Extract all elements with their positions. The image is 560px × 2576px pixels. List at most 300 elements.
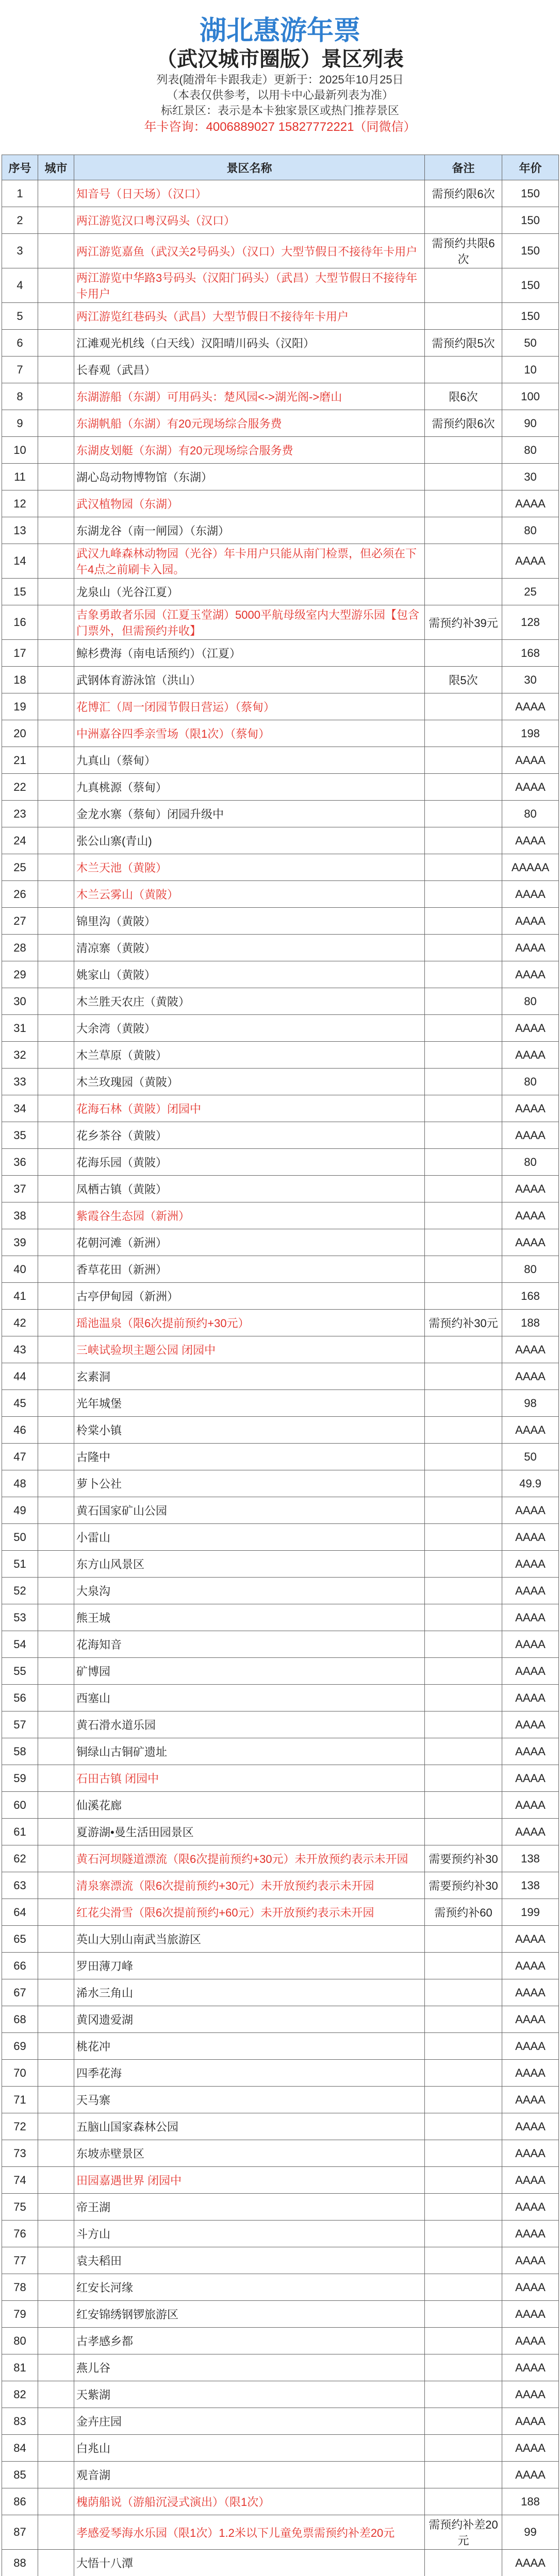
row-price: AAAA bbox=[502, 1685, 559, 1711]
row-name: 两江游览红巷码头（武昌）大型节假日不接待年卡用户 bbox=[74, 303, 425, 330]
row-city bbox=[38, 1953, 74, 1979]
row-name: 古亭伊甸园（新洲） bbox=[74, 1283, 425, 1310]
row-price: 80 bbox=[502, 1149, 559, 1176]
row-note bbox=[425, 988, 502, 1015]
row-price: AAAA bbox=[502, 1604, 559, 1631]
row-note bbox=[425, 2550, 502, 2576]
row-no: 8 bbox=[2, 383, 38, 410]
row-note bbox=[425, 2006, 502, 2033]
row-no: 45 bbox=[2, 1390, 38, 1417]
row-price: 138 bbox=[502, 1845, 559, 1872]
row-note bbox=[425, 1202, 502, 1229]
table-row bbox=[2, 1363, 559, 1390]
row-no: 55 bbox=[2, 1658, 38, 1685]
row-no: 3 bbox=[2, 234, 38, 268]
row-name: 武钢体育游泳馆（洪山） bbox=[74, 667, 425, 693]
row-note bbox=[425, 1979, 502, 2006]
row-price: AAAA bbox=[502, 1417, 559, 1444]
row-price: AAAA bbox=[502, 747, 559, 774]
row-note bbox=[425, 827, 502, 854]
row-note bbox=[425, 1819, 502, 1845]
row-name: 香草花田（新洲） bbox=[74, 1256, 425, 1283]
row-city bbox=[38, 2301, 74, 2328]
row-note bbox=[425, 1283, 502, 1310]
update-note: 列表(随滑年卡跟我走）更新于：2025年10月25日 bbox=[156, 73, 404, 86]
row-note bbox=[425, 908, 502, 935]
row-price: 80 bbox=[502, 517, 559, 544]
table-row bbox=[2, 693, 559, 720]
row-no: 64 bbox=[2, 1899, 38, 1926]
row-name: 玄素洞 bbox=[74, 1363, 425, 1390]
row-note bbox=[425, 1444, 502, 1470]
row-city bbox=[38, 1417, 74, 1444]
row-name: 九真山（蔡甸） bbox=[74, 747, 425, 774]
row-city bbox=[38, 1256, 74, 1283]
row-no: 49 bbox=[2, 1497, 38, 1524]
row-no: 73 bbox=[2, 2140, 38, 2167]
table-row bbox=[2, 1658, 559, 1685]
row-price: AAAA bbox=[502, 2408, 559, 2435]
row-price: 150 bbox=[502, 207, 559, 234]
row-no: 57 bbox=[2, 1711, 38, 1738]
row-name: 江滩观光机线（白天线）汉阳晴川码头（汉阳） bbox=[74, 330, 425, 357]
row-name: 四季花海 bbox=[74, 2060, 425, 2087]
row-note bbox=[425, 2381, 502, 2408]
row-name: 凤栖古镇（黄陂） bbox=[74, 1176, 425, 1202]
row-city bbox=[38, 2087, 74, 2113]
row-note bbox=[425, 1363, 502, 1390]
table-row bbox=[2, 2381, 559, 2408]
row-price: AAAA bbox=[502, 1042, 559, 1069]
table-row bbox=[2, 801, 559, 827]
row-name: 小雷山 bbox=[74, 1524, 425, 1551]
row-name: 湖心岛动物博物馆（东湖） bbox=[74, 464, 425, 490]
row-no: 9 bbox=[2, 410, 38, 437]
row-no: 68 bbox=[2, 2006, 38, 2033]
row-note bbox=[425, 2060, 502, 2087]
row-city bbox=[38, 1819, 74, 1845]
row-city bbox=[38, 1176, 74, 1202]
row-name: 黄石国家矿山公园 bbox=[74, 1497, 425, 1524]
row-note bbox=[425, 1095, 502, 1122]
row-note: 需预约限6次 bbox=[425, 180, 502, 207]
row-no: 67 bbox=[2, 1979, 38, 2006]
row-city bbox=[38, 1042, 74, 1069]
row-price: AAAA bbox=[502, 2113, 559, 2140]
red-note: 标红景区：表示是本卡独家景区或热门推荐景区 bbox=[160, 104, 399, 117]
row-city bbox=[38, 1738, 74, 1765]
row-price: AAAA bbox=[502, 1953, 559, 1979]
row-note bbox=[425, 2354, 502, 2381]
row-price: AAAA bbox=[502, 1926, 559, 1953]
row-city bbox=[38, 268, 74, 303]
table-row bbox=[2, 330, 559, 357]
row-note bbox=[425, 1229, 502, 1256]
row-note bbox=[425, 517, 502, 544]
row-city bbox=[38, 1122, 74, 1149]
table-row bbox=[2, 437, 559, 464]
table-row bbox=[2, 1524, 559, 1551]
row-no: 77 bbox=[2, 2247, 38, 2274]
row-name: 黄冈遗爱湖 bbox=[74, 2006, 425, 2033]
row-note bbox=[425, 801, 502, 827]
row-price: AAAA bbox=[502, 1765, 559, 1792]
row-city bbox=[38, 544, 74, 579]
table-row bbox=[2, 1953, 559, 1979]
row-no: 1 bbox=[2, 180, 38, 207]
row-name: 木兰胜天农庄（黄陂） bbox=[74, 988, 425, 1015]
row-name: 知音号（日天场）（汉口） bbox=[74, 180, 425, 207]
row-name: 夏游湖•曼生活田园景区 bbox=[74, 1819, 425, 1845]
row-no: 51 bbox=[2, 1551, 38, 1578]
row-no: 7 bbox=[2, 357, 38, 383]
row-city bbox=[38, 330, 74, 357]
scenic-table bbox=[2, 155, 559, 2576]
row-note: 需预约补差20元 bbox=[425, 2515, 502, 2550]
row-no: 38 bbox=[2, 1202, 38, 1229]
table-row bbox=[2, 2194, 559, 2221]
row-name: 英山大别山南武当旅游区 bbox=[74, 1926, 425, 1953]
row-note bbox=[425, 774, 502, 801]
row-no: 59 bbox=[2, 1765, 38, 1792]
row-note bbox=[425, 1604, 502, 1631]
row-price: AAAA bbox=[502, 1658, 559, 1685]
table-row bbox=[2, 268, 559, 303]
row-no: 17 bbox=[2, 640, 38, 667]
table-row bbox=[2, 827, 559, 854]
row-no: 14 bbox=[2, 544, 38, 579]
row-name: 古孝感乡都 bbox=[74, 2328, 425, 2354]
table-row bbox=[2, 2087, 559, 2113]
row-note: 需预约补60 bbox=[425, 1899, 502, 1926]
table-header-row bbox=[2, 155, 559, 180]
row-name: 古隆中 bbox=[74, 1444, 425, 1470]
row-note bbox=[425, 207, 502, 234]
row-price: AAAA bbox=[502, 693, 559, 720]
row-note bbox=[425, 720, 502, 747]
row-note bbox=[425, 1256, 502, 1283]
row-note bbox=[425, 1336, 502, 1363]
table-row bbox=[2, 2113, 559, 2140]
row-no: 23 bbox=[2, 801, 38, 827]
row-city bbox=[38, 357, 74, 383]
row-city bbox=[38, 303, 74, 330]
row-name: 田园嘉遇世界 闭园中 bbox=[74, 2167, 425, 2194]
row-city bbox=[38, 605, 74, 640]
row-no: 87 bbox=[2, 2515, 38, 2550]
row-price: 90 bbox=[502, 410, 559, 437]
row-note bbox=[425, 303, 502, 330]
row-note bbox=[425, 1122, 502, 1149]
row-price: 98 bbox=[502, 1390, 559, 1417]
table-row bbox=[2, 908, 559, 935]
table-row bbox=[2, 2408, 559, 2435]
row-city bbox=[38, 2167, 74, 2194]
row-name: 金卉庄园 bbox=[74, 2408, 425, 2435]
row-price: AAAA bbox=[502, 2221, 559, 2247]
row-city bbox=[38, 2194, 74, 2221]
header bbox=[0, 0, 560, 155]
row-name: 黄石河坝隧道漂流（限6次提前预约+30元）未开放预约表示未开园 bbox=[74, 1845, 425, 1872]
row-price: 100 bbox=[502, 383, 559, 410]
row-city bbox=[38, 180, 74, 207]
row-price: 198 bbox=[502, 720, 559, 747]
row-city bbox=[38, 2274, 74, 2301]
row-city bbox=[38, 2140, 74, 2167]
row-price: AAAA bbox=[502, 774, 559, 801]
row-name: 木兰草原（黄陂） bbox=[74, 1042, 425, 1069]
row-no: 61 bbox=[2, 1819, 38, 1845]
table-row bbox=[2, 180, 559, 207]
row-note bbox=[425, 1765, 502, 1792]
disclaimer-note: （本表仅供参考，以用卡中心最新列表为准） bbox=[166, 89, 393, 101]
row-city bbox=[38, 2435, 74, 2462]
table-row bbox=[2, 1015, 559, 1042]
row-city bbox=[38, 720, 74, 747]
table-row bbox=[2, 1229, 559, 1256]
row-note: 需要预约补30 bbox=[425, 1872, 502, 1899]
row-price: 30 bbox=[502, 667, 559, 693]
table-row bbox=[2, 303, 559, 330]
row-price: AAAA bbox=[502, 1792, 559, 1819]
row-no: 54 bbox=[2, 1631, 38, 1658]
row-no: 85 bbox=[2, 2462, 38, 2488]
table-row bbox=[2, 1497, 559, 1524]
row-price: 150 bbox=[502, 180, 559, 207]
row-price: AAAA bbox=[502, 2381, 559, 2408]
table-row bbox=[2, 605, 559, 640]
row-city bbox=[38, 1390, 74, 1417]
table-row bbox=[2, 1176, 559, 1202]
row-note bbox=[425, 854, 502, 881]
row-city bbox=[38, 1926, 74, 1953]
row-price: AAAA bbox=[502, 1497, 559, 1524]
row-price: AAAA bbox=[502, 881, 559, 908]
row-no: 70 bbox=[2, 2060, 38, 2087]
row-price: 188 bbox=[502, 2488, 559, 2515]
row-name: 柃棠小镇 bbox=[74, 1417, 425, 1444]
row-city bbox=[38, 1363, 74, 1390]
row-price: 25 bbox=[502, 579, 559, 605]
row-name: 九真桃源（蔡甸） bbox=[74, 774, 425, 801]
row-name: 东方山风景区 bbox=[74, 1551, 425, 1578]
row-no: 75 bbox=[2, 2194, 38, 2221]
row-no: 30 bbox=[2, 988, 38, 1015]
row-name: 天马寨 bbox=[74, 2087, 425, 2113]
table-row bbox=[2, 1738, 559, 1765]
row-city bbox=[38, 410, 74, 437]
row-city bbox=[38, 2247, 74, 2274]
row-name: 红花尖滑雪（限6次提前预约+60元）未开放预约表示未开园 bbox=[74, 1899, 425, 1926]
row-city bbox=[38, 1069, 74, 1095]
page-subtitle: （武汉城市圈版）景区列表 bbox=[156, 48, 404, 71]
row-no: 28 bbox=[2, 935, 38, 961]
row-note bbox=[425, 490, 502, 517]
table-row bbox=[2, 1899, 559, 1926]
row-name: 矿博园 bbox=[74, 1658, 425, 1685]
row-price: AAAA bbox=[502, 1363, 559, 1390]
row-no: 43 bbox=[2, 1336, 38, 1363]
row-note bbox=[425, 1631, 502, 1658]
row-no: 18 bbox=[2, 667, 38, 693]
row-city bbox=[38, 1229, 74, 1256]
table-row bbox=[2, 1283, 559, 1310]
row-note bbox=[425, 961, 502, 988]
row-price: AAAA bbox=[502, 1015, 559, 1042]
row-price: 80 bbox=[502, 801, 559, 827]
row-note bbox=[425, 357, 502, 383]
row-price: 168 bbox=[502, 640, 559, 667]
row-price: AAAA bbox=[502, 1631, 559, 1658]
row-no: 22 bbox=[2, 774, 38, 801]
row-name: 清泉寨漂流（限6次提前预约+30元）未开放预约表示未开园 bbox=[74, 1872, 425, 1899]
row-name: 五脑山国家森林公园 bbox=[74, 2113, 425, 2140]
row-city bbox=[38, 961, 74, 988]
table-row bbox=[2, 1979, 559, 2006]
table-row bbox=[2, 234, 559, 268]
row-no: 79 bbox=[2, 2301, 38, 2328]
row-note bbox=[425, 2167, 502, 2194]
row-no: 5 bbox=[2, 303, 38, 330]
row-city bbox=[38, 854, 74, 881]
row-note bbox=[425, 935, 502, 961]
row-no: 41 bbox=[2, 1283, 38, 1310]
table-row bbox=[2, 1069, 559, 1095]
table-row bbox=[2, 1819, 559, 1845]
table-row bbox=[2, 774, 559, 801]
row-price: 49.9 bbox=[502, 1470, 559, 1497]
row-name: 西塞山 bbox=[74, 1685, 425, 1711]
row-price: AAAA bbox=[502, 2247, 559, 2274]
row-city bbox=[38, 579, 74, 605]
row-no: 88 bbox=[2, 2550, 38, 2576]
row-note bbox=[425, 881, 502, 908]
row-price: AAAA bbox=[502, 961, 559, 988]
row-no: 2 bbox=[2, 207, 38, 234]
row-no: 81 bbox=[2, 2354, 38, 2381]
row-no: 20 bbox=[2, 720, 38, 747]
row-city bbox=[38, 1631, 74, 1658]
row-price: 50 bbox=[502, 330, 559, 357]
table-row bbox=[2, 1604, 559, 1631]
table-row bbox=[2, 1845, 559, 1872]
row-name: 花乡茶谷（黄陂） bbox=[74, 1122, 425, 1149]
row-note bbox=[425, 464, 502, 490]
row-note bbox=[425, 1524, 502, 1551]
row-note bbox=[425, 2462, 502, 2488]
row-no: 69 bbox=[2, 2033, 38, 2060]
row-price: AAAA bbox=[502, 1524, 559, 1551]
row-note bbox=[425, 1390, 502, 1417]
col-price: 年价 bbox=[502, 155, 559, 180]
row-note bbox=[425, 2328, 502, 2354]
row-note bbox=[425, 2408, 502, 2435]
row-name: 三峡试验坝主题公园 闭园中 bbox=[74, 1336, 425, 1363]
row-city bbox=[38, 1872, 74, 1899]
table-row bbox=[2, 2435, 559, 2462]
table-row bbox=[2, 544, 559, 579]
row-city bbox=[38, 383, 74, 410]
row-name: 袁夫稻田 bbox=[74, 2247, 425, 2274]
table-row bbox=[2, 1417, 559, 1444]
row-note bbox=[425, 1015, 502, 1042]
row-city bbox=[38, 908, 74, 935]
row-city bbox=[38, 490, 74, 517]
row-note: 需预约限6次 bbox=[425, 410, 502, 437]
table-row bbox=[2, 1390, 559, 1417]
row-note bbox=[425, 1149, 502, 1176]
row-name: 长春观（武昌） bbox=[74, 357, 425, 383]
row-note bbox=[425, 1792, 502, 1819]
row-name: 两江游览中华路3号码头（汉阳门码头）（武昌）大型节假日不接待年卡用户 bbox=[74, 268, 425, 303]
row-name: 铜绿山古铜矿遗址 bbox=[74, 1738, 425, 1765]
table-row bbox=[2, 410, 559, 437]
table-row bbox=[2, 854, 559, 881]
row-city bbox=[38, 437, 74, 464]
row-no: 19 bbox=[2, 693, 38, 720]
contact-line: 年卡咨询：4006889027 15827772221（同微信） bbox=[144, 120, 416, 134]
row-city bbox=[38, 1202, 74, 1229]
row-no: 15 bbox=[2, 579, 38, 605]
row-name: 花海乐园（黄陂） bbox=[74, 1149, 425, 1176]
row-name: 姚家山（黄陂） bbox=[74, 961, 425, 988]
table-row bbox=[2, 2354, 559, 2381]
row-no: 76 bbox=[2, 2221, 38, 2247]
row-price: AAAA bbox=[502, 1229, 559, 1256]
row-city bbox=[38, 1283, 74, 1310]
row-name: 仙溪花廊 bbox=[74, 1792, 425, 1819]
row-no: 58 bbox=[2, 1738, 38, 1765]
row-no: 12 bbox=[2, 490, 38, 517]
row-price: AAAAA bbox=[502, 854, 559, 881]
row-price: AAAA bbox=[502, 2462, 559, 2488]
row-price: 99 bbox=[502, 2515, 559, 2550]
row-no: 24 bbox=[2, 827, 38, 854]
row-price: AAAA bbox=[502, 490, 559, 517]
row-no: 34 bbox=[2, 1095, 38, 1122]
table-row bbox=[2, 1765, 559, 1792]
row-name: 锦里沟（黄陂） bbox=[74, 908, 425, 935]
row-note bbox=[425, 1551, 502, 1578]
row-city bbox=[38, 1979, 74, 2006]
row-note bbox=[425, 1069, 502, 1095]
row-name: 金龙水寨（蔡甸）闭园升级中 bbox=[74, 801, 425, 827]
row-no: 10 bbox=[2, 437, 38, 464]
row-price: AAAA bbox=[502, 2167, 559, 2194]
table-row bbox=[2, 667, 559, 693]
row-name: 花朝河滩（新洲） bbox=[74, 1229, 425, 1256]
row-city bbox=[38, 1845, 74, 1872]
row-city bbox=[38, 2060, 74, 2087]
table-row bbox=[2, 2462, 559, 2488]
row-name: 斗方山 bbox=[74, 2221, 425, 2247]
row-name: 花海石林（黄陂）闭园中 bbox=[74, 1095, 425, 1122]
table-row bbox=[2, 2274, 559, 2301]
row-city bbox=[38, 747, 74, 774]
row-city bbox=[38, 1551, 74, 1578]
row-note: 限6次 bbox=[425, 383, 502, 410]
row-price: AAAA bbox=[502, 1819, 559, 1845]
row-name: 紫霞谷生态园（新洲） bbox=[74, 1202, 425, 1229]
row-price: 168 bbox=[502, 1283, 559, 1310]
row-city bbox=[38, 801, 74, 827]
row-note bbox=[425, 1417, 502, 1444]
table-row bbox=[2, 881, 559, 908]
table-row bbox=[2, 1256, 559, 1283]
row-city bbox=[38, 1149, 74, 1176]
table-row bbox=[2, 988, 559, 1015]
page-title: 湖北惠游年票 bbox=[199, 16, 360, 46]
